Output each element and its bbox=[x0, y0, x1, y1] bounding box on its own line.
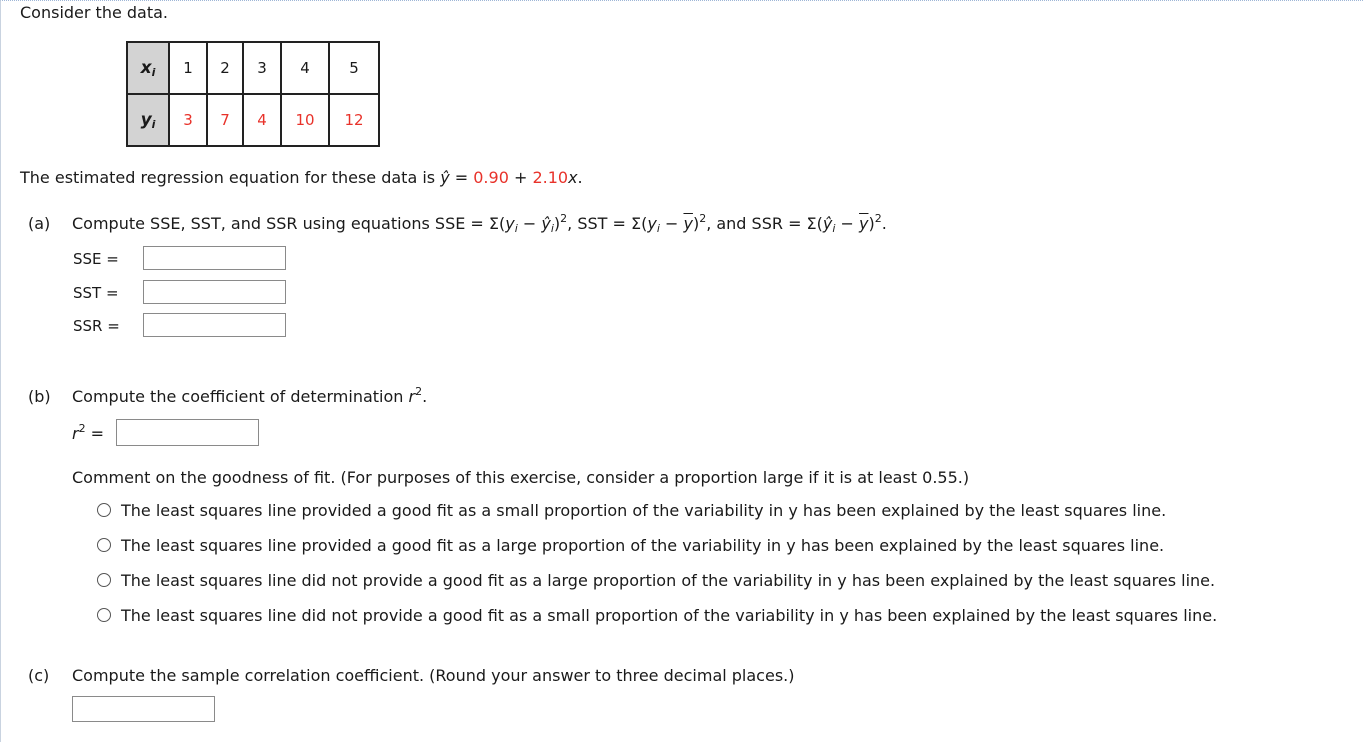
fit-option-label[interactable]: The least squares line provided a good fit as a large proportion of the variability in y has been explained by the least squares line. bbox=[121, 536, 1165, 555]
sse-label: SSE = bbox=[73, 250, 119, 268]
y-cell: 7 bbox=[207, 94, 243, 146]
x-cell: 4 bbox=[281, 42, 329, 94]
sse-input[interactable] bbox=[143, 246, 286, 270]
part-c-question: Compute the sample correlation coefficient. (Round your answer to three decimal places.) bbox=[72, 666, 795, 685]
regression-equation: The estimated regression equation for these data is ŷ = 0.90 + 2.10x. bbox=[20, 168, 583, 187]
part-b-question: Compute the coefficient of determination $r^2$. bbox=[72, 385, 428, 406]
part-c-letter: (c) bbox=[28, 666, 50, 685]
x-header: $x_i$ bbox=[127, 42, 169, 94]
ssr-input[interactable] bbox=[143, 313, 286, 337]
x-cell: 3 bbox=[243, 42, 281, 94]
x-cell: 1 bbox=[169, 42, 207, 94]
part-b-letter: (b) bbox=[28, 387, 51, 406]
fit-option-radio[interactable] bbox=[97, 573, 111, 587]
table-row-y bbox=[127, 94, 379, 146]
fit-option-radio[interactable] bbox=[97, 538, 111, 552]
r2-label: $r^2$ = bbox=[72, 422, 105, 443]
ssr-label: SSR = bbox=[73, 317, 120, 335]
sst-input[interactable] bbox=[143, 280, 286, 304]
data-table bbox=[126, 41, 380, 147]
y-cell: 10 bbox=[281, 94, 329, 146]
intercept-value: 0.90 bbox=[473, 168, 509, 187]
sst-label: SST = bbox=[73, 284, 119, 302]
part-a-letter: (a) bbox=[28, 214, 51, 233]
correlation-input[interactable] bbox=[72, 696, 215, 722]
fit-option-label[interactable]: The least squares line did not provide a good fit as a large proportion of the variability in y has been explained by the least squares line. bbox=[121, 571, 1216, 590]
y-cell: 4 bbox=[243, 94, 281, 146]
goodness-of-fit-prompt: Comment on the goodness of fit. (For purposes of this exercise, consider a proportion large if it is at least 0.55.) bbox=[72, 468, 970, 487]
x-cell: 5 bbox=[329, 42, 379, 94]
fit-option-radio[interactable] bbox=[97, 503, 111, 517]
intro-text: Consider the data. bbox=[20, 3, 169, 22]
fit-option-label[interactable]: The least squares line did not provide a good fit as a small proportion of the variability in y has been explained by the least squares line. bbox=[121, 606, 1218, 625]
y-cell: 3 bbox=[169, 94, 207, 146]
fit-option-radio[interactable] bbox=[97, 608, 111, 622]
slope-value: 2.10 bbox=[532, 168, 569, 187]
y-cell: 12 bbox=[329, 94, 379, 146]
y-header: $y_i$ bbox=[127, 94, 169, 146]
table-row-x bbox=[127, 42, 379, 94]
x-cell: 2 bbox=[207, 42, 243, 94]
fit-option-label[interactable]: The least squares line provided a good fit as a small proportion of the variability in y has been explained by the least squares line. bbox=[121, 501, 1167, 520]
part-a-question: Compute SSE, SST, and SSR using equations SSE = $\Sigma(y_i$ − $ŷ_i)^2$, SST = $\Sigma(y_i - \overline{y})^2$, and SSR = $\Sigma(ŷ_i - \overline{y})^2$. bbox=[72, 212, 887, 235]
r2-input[interactable] bbox=[116, 419, 259, 446]
